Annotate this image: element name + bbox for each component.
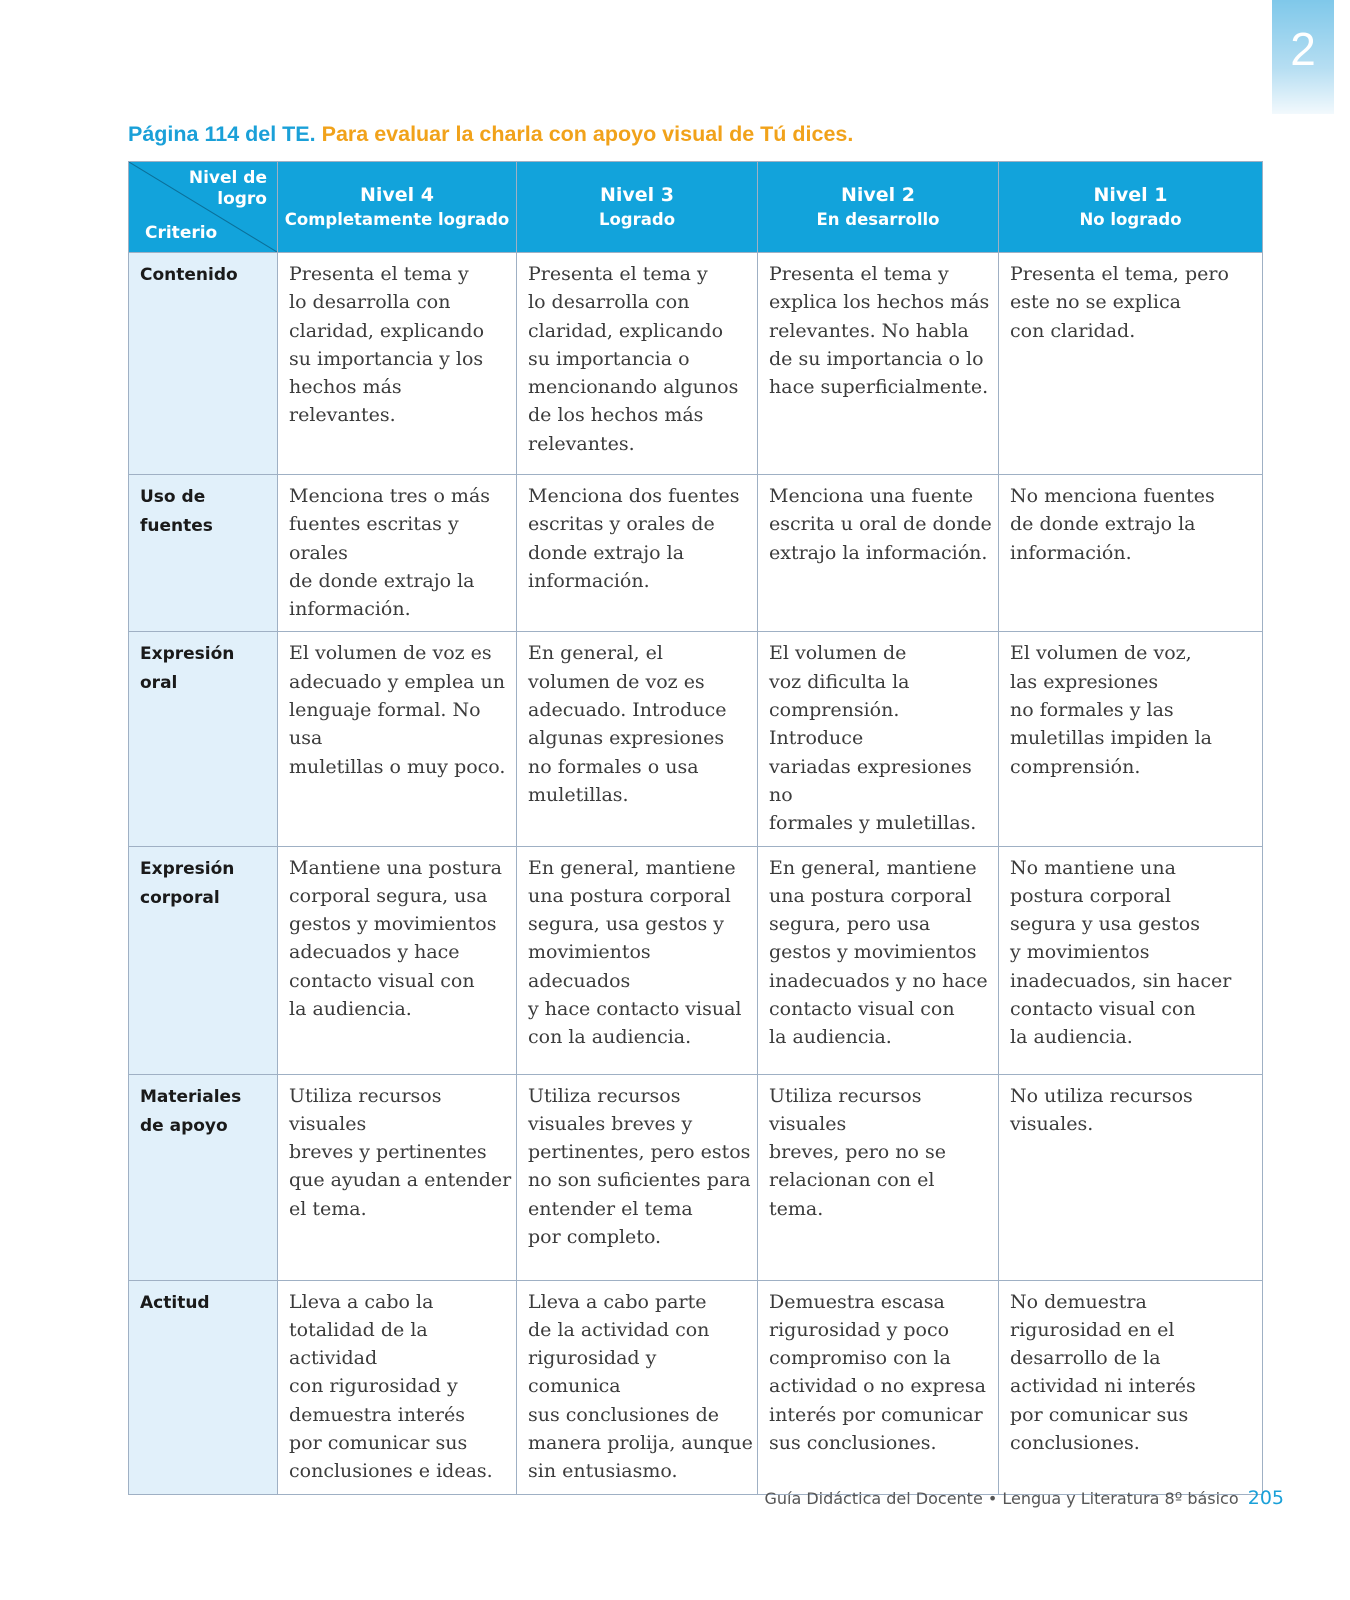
rubric-table xyxy=(128,161,1263,1495)
corner-criterion-label: Criterio xyxy=(145,223,218,243)
rubric-cell: El volumen de voz, las expresiones no formales y las muletillas impiden la comprensión. xyxy=(999,632,1263,846)
chapter-tab xyxy=(1272,0,1334,114)
criterion-label: Expresión corporal xyxy=(129,846,278,1074)
rubric-cell: Utiliza recursos visuales breves y pertinentes que ayudan a entender el tema. xyxy=(278,1074,517,1280)
rubric-cell: Lleva a cabo la totalidad de la actividad con rigurosidad y demuestra interés por comunicar sus conclusiones e ideas. xyxy=(278,1280,517,1494)
criterion-label: Expresión oral xyxy=(129,632,278,846)
rubric-cell: Presenta el tema y lo desarrolla con claridad, explicando su importancia o mencionando algunos de los hechos más relevantes. xyxy=(517,253,758,475)
rubric-cell: Menciona una fuente escrita u oral de donde extrajo la información. xyxy=(758,475,999,632)
corner-header xyxy=(129,162,278,253)
table-row xyxy=(129,846,1263,1074)
rubric-cell: Menciona dos fuentes escritas y orales de donde extrajo la información. xyxy=(517,475,758,632)
level-number: Nivel 2 xyxy=(840,184,916,206)
heading-description: Para evaluar la charla con apoyo visual de Tú dices. xyxy=(321,122,854,146)
level-header xyxy=(758,162,999,253)
table-row xyxy=(129,475,1263,632)
rubric-cell: No mantiene una postura corporal segura y usa gestos y movimientos inadecuados, sin hacer contacto visual con la audiencia. xyxy=(999,846,1263,1074)
rubric-cell: No demuestra rigurosidad en el desarrollo de la actividad ni interés por comunicar sus conclusiones. xyxy=(999,1280,1263,1494)
page-heading xyxy=(128,122,853,147)
level-header xyxy=(278,162,517,253)
level-number: Nivel 1 xyxy=(1093,184,1168,206)
level-name: Completamente logrado xyxy=(284,210,510,229)
level-number: Nivel 4 xyxy=(359,184,435,206)
level-name: En desarrollo xyxy=(816,210,940,229)
rubric-cell: Mantiene una postura corporal segura, usa gestos y movimientos adecuados y hace contacto visual con la audiencia. xyxy=(278,846,517,1074)
page-number: 205 xyxy=(1247,1487,1284,1509)
rubric-cell: Utiliza recursos visuales breves y pertinentes, pero estos no son suficientes para entender el tema por completo. xyxy=(517,1074,758,1280)
table-row xyxy=(129,1280,1263,1494)
criterion-label: Contenido xyxy=(129,253,278,475)
criterion-label: Actitud xyxy=(129,1280,278,1494)
rubric-cell: En general, mantiene una postura corporal segura, pero usa gestos y movimientos inadecuados y no hace contacto visual con la audiencia. xyxy=(758,846,999,1074)
rubric-cell: En general, mantiene una postura corporal segura, usa gestos y movimientos adecuados y hace contacto visual con la audiencia. xyxy=(517,846,758,1074)
rubric-cell: Menciona tres o más fuentes escritas y orales de donde extrajo la información. xyxy=(278,475,517,632)
rubric-cell: Presenta el tema y lo desarrolla con claridad, explicando su importancia y los hechos más relevantes. xyxy=(278,253,517,475)
page-footer xyxy=(764,1487,1284,1509)
level-header xyxy=(517,162,758,253)
heading-reference: Página 114 del TE. xyxy=(128,122,316,146)
rubric-cell: El volumen de voz es adecuado y emplea un lenguaje formal. No usa muletillas o muy poco. xyxy=(278,632,517,846)
level-header xyxy=(999,162,1263,253)
table-row xyxy=(129,632,1263,846)
rubric-cell: No utiliza recursos visuales. xyxy=(999,1074,1263,1280)
chapter-number: 2 xyxy=(1290,23,1316,75)
rubric-cell: Presenta el tema, pero este no se explica con claridad. xyxy=(999,253,1263,475)
footer-guide-title: Guía Didáctica del Docente • Lengua y Literatura 8º básico xyxy=(764,1489,1239,1508)
criterion-label: Materiales de apoyo xyxy=(129,1074,278,1280)
level-name: No logrado xyxy=(1079,210,1182,229)
table-row xyxy=(129,1074,1263,1280)
level-number: Nivel 3 xyxy=(599,184,675,206)
rubric-cell: No menciona fuentes de donde extrajo la información. xyxy=(999,475,1263,632)
level-name: Logrado xyxy=(598,210,676,229)
table-header-row xyxy=(129,162,1263,253)
rubric-cell: En general, el volumen de voz es adecuado. Introduce algunas expresiones no formales o usa muletillas. xyxy=(517,632,758,846)
table-row xyxy=(129,253,1263,475)
rubric-cell: Demuestra escasa rigurosidad y poco compromiso con la actividad o no expresa interés por comunicar sus conclusiones. xyxy=(758,1280,999,1494)
criterion-label: Uso de fuentes xyxy=(129,475,278,632)
rubric-cell: El volumen de voz dificulta la comprensión. Introduce variadas expresiones no formales y muletillas. xyxy=(758,632,999,846)
corner-level-label: Nivel de logro xyxy=(188,168,267,209)
rubric-cell: Presenta el tema y explica los hechos más relevantes. No habla de su importancia o lo hace superficialmente. xyxy=(758,253,999,475)
rubric-cell: Lleva a cabo parte de la actividad con rigurosidad y comunica sus conclusiones de manera prolija, aunque sin entusiasmo. xyxy=(517,1280,758,1494)
rubric-cell: Utiliza recursos visuales breves, pero no se relacionan con el tema. xyxy=(758,1074,999,1280)
